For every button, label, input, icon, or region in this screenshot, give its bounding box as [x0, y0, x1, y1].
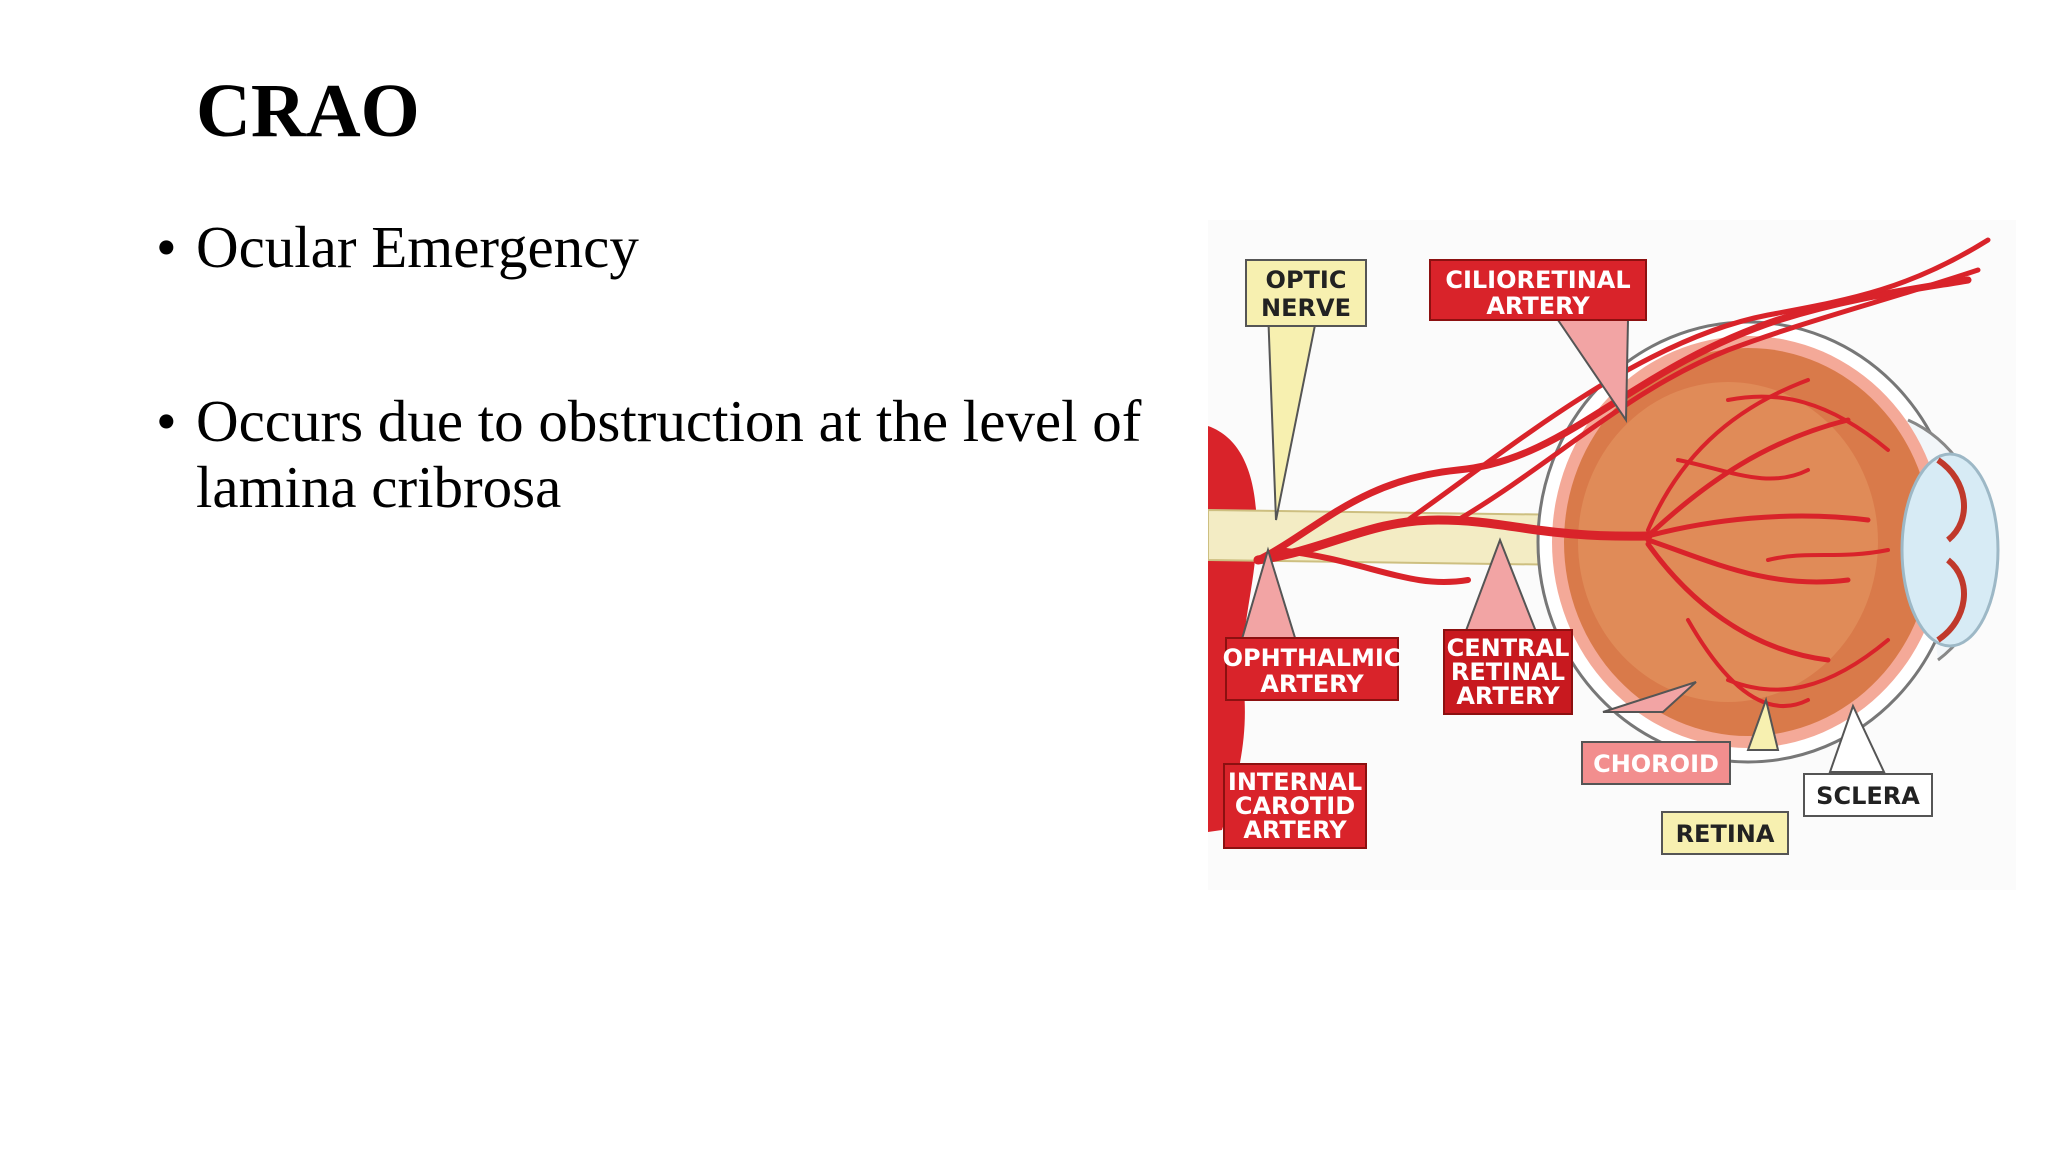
label-text: RETINAL — [1450, 658, 1566, 686]
eye-globe-inner — [1578, 382, 1878, 702]
eye-anatomy-diagram — [1208, 220, 2016, 890]
label-text: ARTERY — [1243, 816, 1347, 844]
label-text: ARTERY — [1486, 292, 1590, 320]
label-optic-nerve — [1246, 260, 1366, 326]
label-text: CILIORETINAL — [1445, 266, 1631, 294]
label-text: CAROTID — [1234, 792, 1356, 820]
bullet-item — [150, 388, 1190, 520]
label-text: NERVE — [1261, 294, 1351, 322]
label-text: RETINA — [1675, 820, 1775, 848]
label-internal-carotid-artery — [1224, 764, 1366, 848]
label-text: CENTRAL — [1446, 634, 1570, 662]
label-text: OPHTHALMIC — [1222, 644, 1402, 672]
label-text: ARTERY — [1456, 682, 1560, 710]
bullet-item — [150, 214, 1190, 280]
label-text: ARTERY — [1260, 670, 1364, 698]
label-text: INTERNAL — [1227, 768, 1363, 796]
label-ophthalmic-artery — [1223, 638, 1402, 700]
label-text: SCLERA — [1816, 782, 1920, 810]
bullet-marker: • — [156, 388, 177, 454]
label-central-retinal-artery — [1444, 630, 1572, 714]
lens-shape — [1902, 454, 1998, 646]
label-text: CHOROID — [1593, 750, 1719, 778]
bullet-list — [150, 214, 1190, 520]
label-sclera — [1804, 774, 1932, 816]
label-choroid — [1582, 742, 1730, 784]
bullet-text: Occurs due to obstruction at the level of lamina cribrosa — [196, 388, 1142, 520]
label-text: OPTIC — [1265, 266, 1347, 294]
slide-title: CRAO — [196, 69, 420, 153]
bullet-marker: • — [156, 214, 177, 280]
label-cilioretinal-artery — [1430, 260, 1646, 320]
label-retina — [1662, 812, 1788, 854]
eye-anatomy-illustration — [1208, 220, 2016, 890]
bullet-text: Ocular Emergency — [196, 214, 639, 280]
